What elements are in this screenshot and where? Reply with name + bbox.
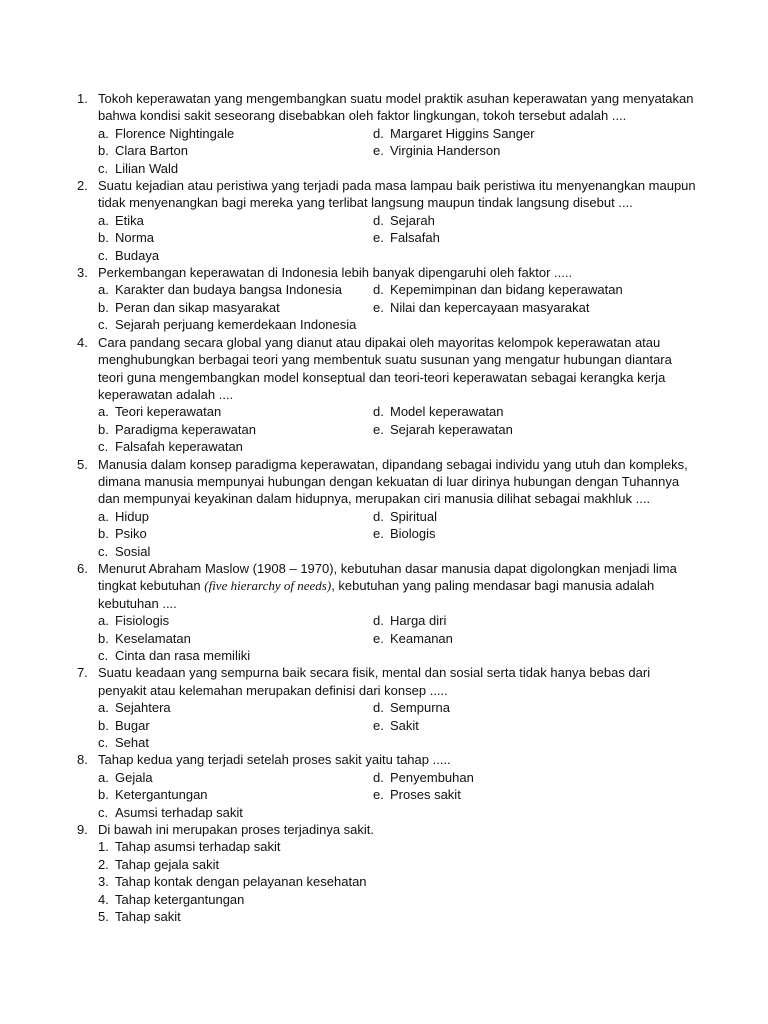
- option-c: c. Budaya: [98, 247, 160, 263]
- option-a: a. Teori keperawatan: [98, 404, 222, 420]
- option-d: d. Harga diri: [373, 613, 447, 629]
- question-9: [65, 821, 698, 925]
- option-e: e. Falsafah: [373, 230, 440, 246]
- option-e: e. Nilai dan kepercayaan masyarakat: [373, 299, 590, 315]
- question-8: [65, 751, 698, 821]
- option-a: a. Etika: [98, 212, 144, 228]
- option-d: d. Sempurna: [373, 700, 450, 716]
- option-a: a. Karakter dan budaya bangsa Indonesia: [98, 282, 342, 298]
- question-number: 8.: [77, 752, 88, 768]
- options: [98, 508, 698, 560]
- question-7: [65, 664, 698, 751]
- option-e: e. Virginia Handerson: [373, 143, 501, 159]
- question-text: Perkembangan keperawatan di Indonesia lebih banyak dipengaruhi oleh faktor .....: [98, 265, 573, 281]
- option-b: b. Peran dan sikap masyarakat: [98, 299, 280, 315]
- question-text: Suatu kejadian atau peristiwa yang terjadi pada masa lampau baik peristiwa itu menyenangkan maupun tidak menyenangkan bagi mereka yang terlibat langsung maupun tindak langsung disebut ....: [98, 178, 696, 211]
- option-e: e. Keamanan: [373, 630, 453, 646]
- question-text: Menurut Abraham Maslow (1908 – 1970), kebutuhan dasar manusia dapat digolongkan menjadi lima tingkat kebutuhan (five hierarchy of needs), kebutuhan yang paling mendasar bagi manusia adalah kebutuhan ....: [98, 560, 677, 611]
- question-number: 3.: [77, 265, 88, 281]
- question-2: [65, 177, 698, 264]
- option-d: d. Penyembuhan: [373, 769, 474, 785]
- option-b: b. Keselamatan: [98, 630, 191, 646]
- options: [98, 769, 698, 821]
- option-b: b. Clara Barton: [98, 143, 188, 159]
- option-b: b. Paradigma keperawatan: [98, 421, 256, 437]
- option-d: d. Margaret Higgins Sanger: [373, 125, 535, 141]
- option-e: e. Biologis: [373, 526, 436, 542]
- list-item: 1. Tahap asumsi terhadap sakit: [98, 839, 281, 855]
- option-c: c. Asumsi terhadap sakit: [98, 804, 243, 820]
- option-c: c. Sehat: [98, 735, 149, 751]
- option-e: e. Sejarah keperawatan: [373, 421, 513, 437]
- list-item: 2. Tahap gejala sakit: [98, 856, 220, 872]
- option-c: c. Falsafah keperawatan: [98, 439, 243, 455]
- question-number: 4.: [77, 334, 88, 350]
- options: [98, 612, 698, 664]
- question-number: 9.: [77, 822, 88, 838]
- question-number: 6.: [77, 560, 88, 576]
- options: [98, 281, 698, 333]
- option-c: c. Lilian Wald: [98, 160, 179, 176]
- option-b: b. Psiko: [98, 526, 147, 542]
- list-item: 5. Tahap sakit: [98, 909, 181, 925]
- options: [98, 699, 698, 751]
- option-a: a. Sejahtera: [98, 700, 171, 716]
- option-c: c. Sejarah perjuang kemerdekaan Indonesia: [98, 317, 357, 333]
- option-d: d. Sejarah: [373, 212, 435, 228]
- question-text: Manusia dalam konsep paradigma keperawatan, dipandang sebagai individu yang utuh dan kompleks, dimana manusia mempunyai hubungan dengan kekuatan di luar dirinya hubungan dengan Tuhannya dan mempunyai keyakinan dalam hidupnya, merupakan ciri manusia dilihat sebagai makhluk ....: [98, 456, 688, 507]
- option-e: e. Proses sakit: [373, 787, 461, 803]
- question-text: Di bawah ini merupakan proses terjadinya sakit.: [98, 822, 375, 838]
- option-b: b. Norma: [98, 230, 155, 246]
- option-a: a. Hidup: [98, 508, 149, 524]
- question-6: [65, 560, 698, 664]
- list-item: 3. Tahap kontak dengan pelayanan kesehatan: [98, 874, 367, 890]
- question-text: Suatu keadaan yang sempurna baik secara fisik, mental dan sosial serta tidak hanya bebas dari penyakit atau kelemahan merupakan definisi dari konsep .....: [98, 665, 651, 698]
- option-d: d. Kepemimpinan dan bidang keperawatan: [373, 282, 623, 298]
- question-1: [65, 90, 698, 177]
- options: [98, 403, 698, 455]
- option-a: a. Fisiologis: [98, 613, 170, 629]
- option-c: c. Sosial: [98, 543, 151, 559]
- question-text: Cara pandang secara global yang dianut atau dipakai oleh mayoritas kelompok keperawatan atau menghubungkan berbagai teori yang membentuk suatu susunan yang mengatur hubungan diantara teori guna mengembangkan model konseptual dan teori-teori keperawatan sebagai kerangka kerja keperawatan adalah ....: [98, 334, 672, 402]
- option-d: d. Model keperawatan: [373, 404, 504, 420]
- question-text: Tahap kedua yang terjadi setelah proses sakit yaitu tahap .....: [98, 752, 451, 768]
- question-5: [65, 456, 698, 560]
- question-number: 5.: [77, 456, 88, 472]
- options: [98, 125, 698, 177]
- option-e: e. Sakit: [373, 717, 419, 733]
- options: [98, 212, 698, 264]
- numbered-list: [98, 838, 698, 925]
- question-text: Tokoh keperawatan yang mengembangkan suatu model praktik asuhan keperawatan yang menyatakan bahwa kondisi sakit seseorang disebabkan oleh faktor lingkungan, tokoh tersebut adalah ....: [98, 91, 694, 124]
- option-b: b. Ketergantungan: [98, 787, 208, 803]
- option-a: a. Florence Nightingale: [98, 125, 235, 141]
- question-number: 1.: [77, 91, 88, 106]
- list-item: 4. Tahap ketergantungan: [98, 891, 245, 907]
- option-c: c. Cinta dan rasa memiliki: [98, 648, 251, 663]
- option-b: b. Bugar: [98, 717, 150, 733]
- option-a: a. Gejala: [98, 769, 153, 785]
- option-d: d. Spiritual: [373, 508, 437, 524]
- question-number: 2.: [77, 178, 88, 194]
- italic-phrase: (five hierarchy of needs): [204, 578, 332, 594]
- question-4: [65, 334, 698, 456]
- question-3: [65, 264, 698, 334]
- question-number: 7.: [77, 665, 88, 681]
